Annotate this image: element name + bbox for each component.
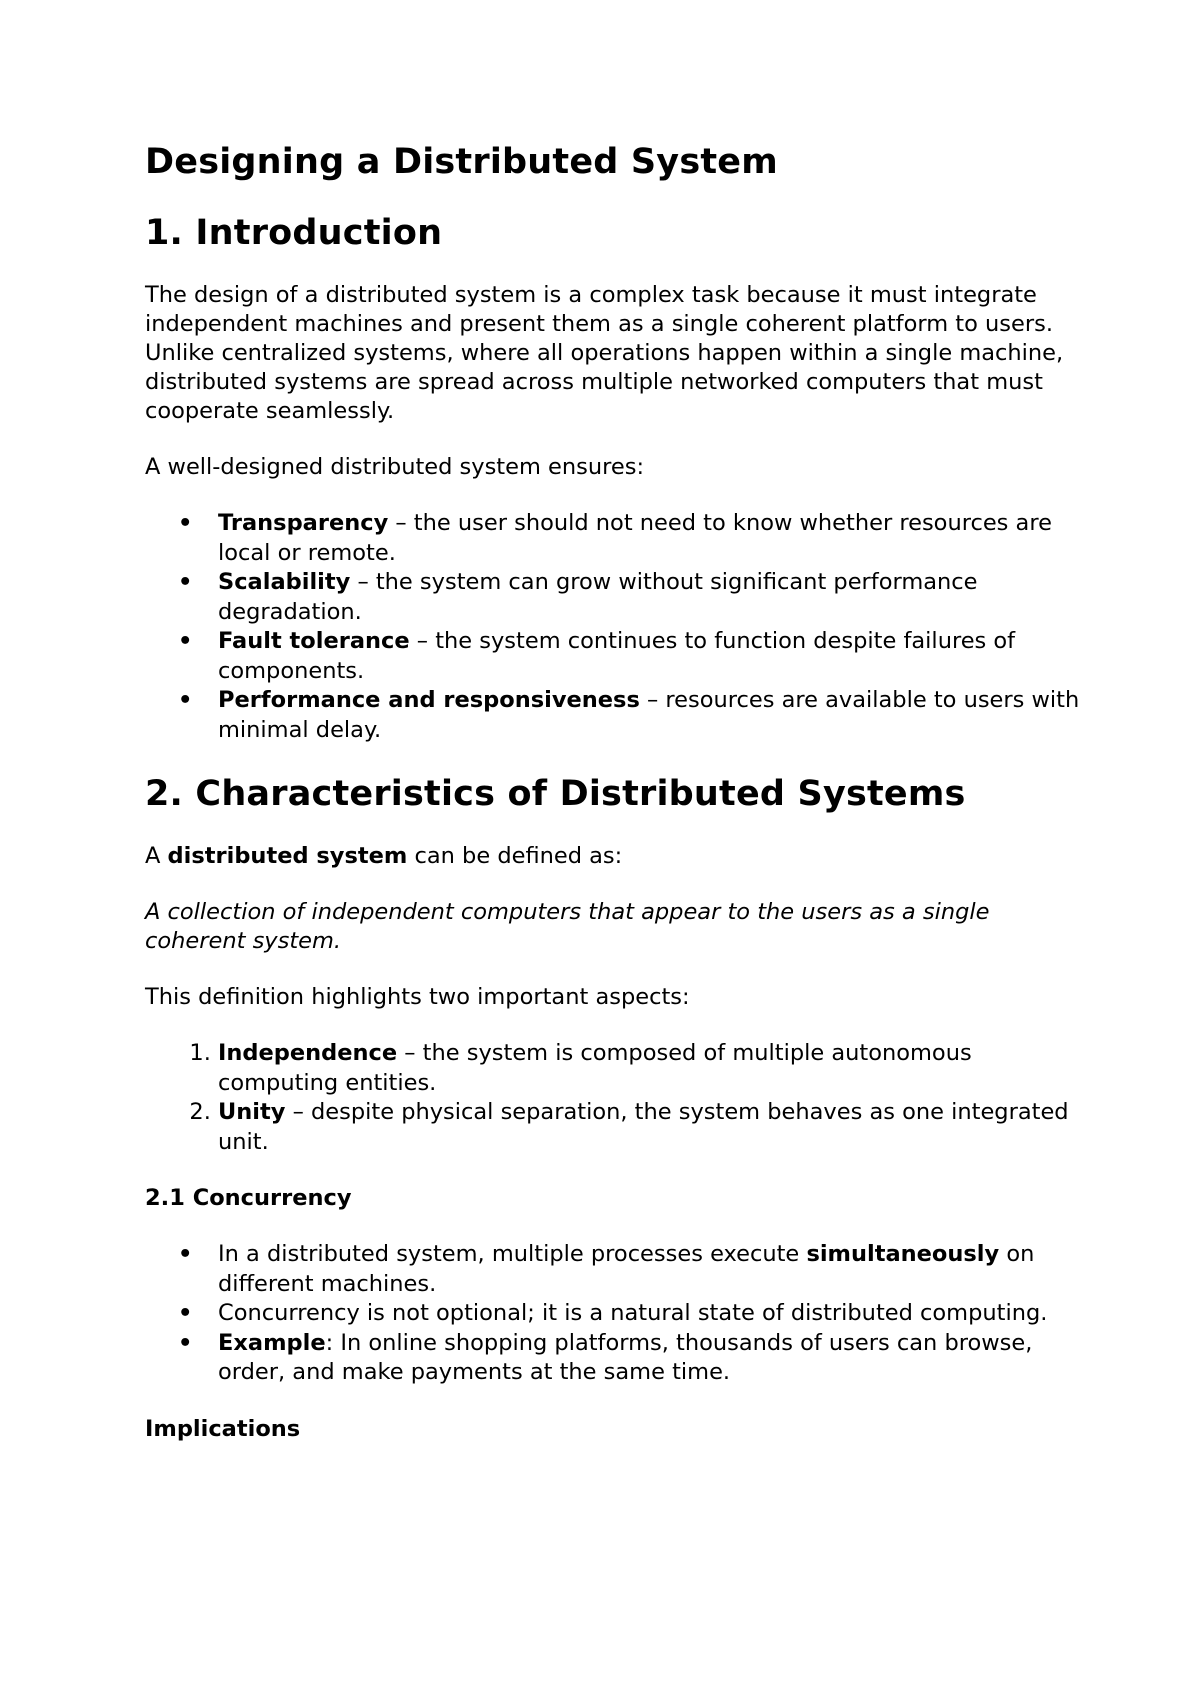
definition-suffix: can be defined as:: [407, 843, 623, 869]
subsection-heading-implications: Implications: [145, 1415, 301, 1442]
definition-quote: [145, 898, 1085, 956]
list-item-term: Example: [218, 1329, 326, 1356]
list-item-text: – resources are available to users with minimal delay.: [218, 687, 1080, 743]
section-heading-introduction: 1. Introduction: [145, 213, 443, 253]
list-item-text: – the system is composed of multiple autonomous computing entities.: [218, 1040, 972, 1096]
bullet-icon: •: [178, 569, 193, 595]
list-item-term: Fault tolerance: [218, 628, 410, 654]
bullet-icon: •: [178, 510, 193, 536]
list-item-term: Scalability: [218, 569, 351, 595]
list-item: [218, 1039, 1085, 1098]
document-title: Designing a Distributed System: [145, 142, 778, 182]
list-item: [218, 1098, 1085, 1157]
list-item: [178, 568, 1085, 627]
definition-prefix: A: [145, 843, 168, 869]
list-item: [178, 627, 1085, 686]
list-item-term: Transparency: [218, 510, 389, 536]
list-item-text: – the system continues to function despite failures of components.: [218, 628, 1016, 684]
aspects-list: [145, 1039, 1085, 1157]
list-item: [178, 509, 1085, 568]
definition-text: A collection of independent computers that appear to the users as a single coherent system.: [145, 899, 990, 954]
concurrency-list: [145, 1240, 1085, 1388]
intro-paragraph: The design of a distributed system is a complex task because it must integrate independent machines and present them as a single coherent platform to users. Unlike centralized systems, where all operations happen within a single machine, distributed systems are spread across multiple networked computers that must cooperate seamlessly.: [145, 282, 1064, 424]
subsection-heading-concurrency: 2.1 Concurrency: [145, 1185, 352, 1211]
list-item-term: Independence: [218, 1040, 398, 1066]
bullet-icon: •: [178, 1329, 193, 1356]
bullet-icon: •: [178, 687, 193, 713]
bullet-icon: •: [178, 628, 193, 654]
ensures-lead: A well-designed distributed system ensures:: [145, 454, 645, 480]
definition-lead: [145, 842, 1085, 871]
list-item-text: – the system can grow without significant performance degradation.: [218, 569, 978, 625]
design-goals-list: [145, 509, 1085, 745]
list-item: [178, 1240, 1085, 1299]
list-item: [178, 1329, 1085, 1388]
list-item-term: Performance and responsiveness: [218, 687, 640, 713]
list-item-text: – despite physical separation, the system behaves as one integrated unit.: [218, 1099, 1069, 1155]
list-item: [178, 686, 1085, 745]
list-item: [178, 1299, 1085, 1329]
bullet-icon: •: [178, 1241, 193, 1267]
section-heading-characteristics: 2. Characteristics of Distributed Systems: [145, 774, 966, 814]
definition-term: distributed system: [167, 843, 408, 869]
list-item-text: on different machines.: [218, 1241, 1035, 1297]
highlights-lead: This definition highlights two important aspects:: [145, 984, 690, 1010]
list-item-text: Concurrency is not optional; it is a natural state of distributed computing.: [218, 1300, 1048, 1326]
list-item-term: simultaneously: [806, 1241, 1000, 1267]
list-item-text: In a distributed system, multiple processes execute: [218, 1241, 807, 1267]
list-item-text: – the user should not need to know whether resources are local or remote.: [218, 510, 1052, 566]
document-page: [145, 140, 1085, 1471]
list-item-term: Unity: [218, 1099, 286, 1125]
bullet-icon: •: [178, 1300, 193, 1326]
list-item-text: : In online shopping platforms, thousands of users can browse, order, and make payments at the same time.: [218, 1329, 1033, 1385]
